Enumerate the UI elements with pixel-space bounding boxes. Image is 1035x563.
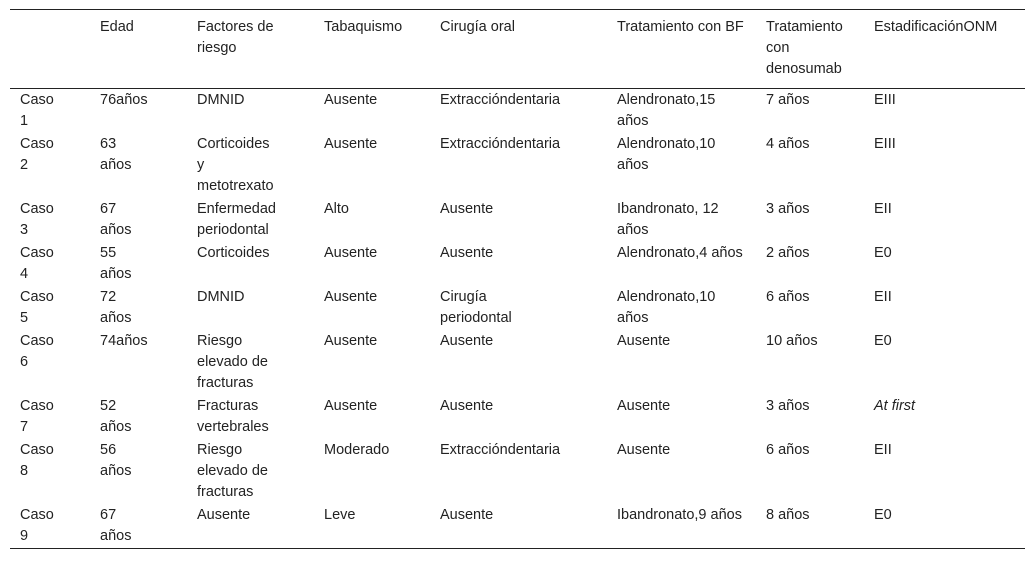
cell-age: 72 años — [100, 289, 132, 326]
cell-denosumab-treatment: 3 años — [766, 398, 810, 414]
cell-case: Caso 1 — [20, 92, 54, 129]
table-row — [10, 198, 1025, 242]
cell-oral-surgery: Ausente — [440, 245, 494, 261]
cell-age: 67 años — [100, 201, 132, 238]
cell-onm-staging: E0 — [874, 507, 892, 523]
cell-risk-factors: Corticoides — [197, 245, 270, 261]
cell-age: 56 años — [100, 442, 132, 479]
table-row — [10, 286, 1025, 330]
cases-table — [10, 9, 1025, 549]
cell-smoking: Leve — [324, 507, 356, 523]
cell-bf-treatment: Alendronato,4 años — [617, 245, 743, 261]
table-header-row — [10, 10, 1025, 89]
cell-onm-staging: At first — [874, 398, 916, 414]
cell-case: Caso 5 — [20, 289, 54, 326]
cell-smoking: Ausente — [324, 136, 378, 152]
cell-onm-staging: EII — [874, 201, 892, 217]
cell-risk-factors: Riesgo elevado de fracturas — [197, 442, 268, 500]
cases-table-container — [10, 9, 1025, 549]
cell-risk-factors: Ausente — [197, 507, 251, 523]
cell-smoking: Ausente — [324, 245, 378, 261]
cell-bf-treatment: Ibandronato, 12 años — [617, 201, 719, 238]
cell-onm-staging: EII — [874, 289, 892, 305]
cell-case: Caso 8 — [20, 442, 54, 479]
cell-bf-treatment: Alendronato,10 años — [617, 136, 716, 173]
cell-risk-factors: Enfermedad periodontal — [197, 201, 276, 238]
cell-smoking: Moderado — [324, 442, 390, 458]
table-row — [10, 504, 1025, 549]
cell-risk-factors: DMNID — [197, 92, 245, 108]
cell-bf-treatment: Ausente — [617, 442, 671, 458]
cell-case: Caso 6 — [20, 333, 54, 370]
cell-age: 55 años — [100, 245, 132, 282]
header-cell-oral-surgery: Cirugía oral — [440, 19, 515, 35]
cell-bf-treatment: Alendronato,15 años — [617, 92, 716, 129]
cell-oral-surgery: Ausente — [440, 507, 494, 523]
cell-case: Caso 3 — [20, 201, 54, 238]
header-cell-age: Edad — [100, 19, 134, 35]
cell-risk-factors: DMNID — [197, 289, 245, 305]
header-cell-risk-factors: Factores de riesgo — [197, 19, 274, 56]
cell-onm-staging: EIII — [874, 92, 896, 108]
cell-onm-staging: E0 — [874, 333, 892, 349]
header-cell-bf-treatment: Tratamiento con BF — [617, 19, 744, 35]
table-row — [10, 439, 1025, 504]
table-row — [10, 89, 1025, 134]
cell-denosumab-treatment: 7 años — [766, 92, 810, 108]
cell-denosumab-treatment: 8 años — [766, 507, 810, 523]
cell-bf-treatment: Alendronato,10 años — [617, 289, 716, 326]
cell-oral-surgery: Extraccióndentaria — [440, 136, 561, 152]
cell-age: 67 años — [100, 507, 132, 544]
cell-onm-staging: E0 — [874, 245, 892, 261]
cell-denosumab-treatment: 2 años — [766, 245, 810, 261]
cell-age: 74años — [100, 333, 148, 349]
cell-oral-surgery: Extraccióndentaria — [440, 442, 561, 458]
cell-denosumab-treatment: 3 años — [766, 201, 810, 217]
header-cell-onm-staging: EstadificaciónONM — [874, 19, 998, 35]
cell-smoking: Ausente — [324, 398, 378, 414]
cell-risk-factors: Riesgo elevado de fracturas — [197, 333, 268, 391]
cell-oral-surgery: Ausente — [440, 201, 494, 217]
cell-denosumab-treatment: 4 años — [766, 136, 810, 152]
table-row — [10, 330, 1025, 395]
cell-smoking: Alto — [324, 201, 349, 217]
cell-risk-factors: Corticoides y metotrexato — [197, 136, 274, 194]
cell-case: Caso 7 — [20, 398, 54, 435]
cell-denosumab-treatment: 10 años — [766, 333, 818, 349]
cell-age: 76años — [100, 92, 148, 108]
cell-onm-staging: EIII — [874, 136, 896, 152]
cell-case: Caso 4 — [20, 245, 54, 282]
cell-age: 52 años — [100, 398, 132, 435]
cell-risk-factors: Fracturas vertebrales — [197, 398, 269, 435]
cell-bf-treatment: Ausente — [617, 333, 671, 349]
cell-denosumab-treatment: 6 años — [766, 442, 810, 458]
table-row — [10, 395, 1025, 439]
table-row — [10, 133, 1025, 198]
cell-smoking: Ausente — [324, 333, 378, 349]
cell-case: Caso 2 — [20, 136, 54, 173]
cell-oral-surgery: Ausente — [440, 398, 494, 414]
cell-smoking: Ausente — [324, 289, 378, 305]
cell-oral-surgery: Ausente — [440, 333, 494, 349]
header-cell-denosumab-treatment: Tratamiento con denosumab — [766, 19, 843, 77]
header-cell-smoking: Tabaquismo — [324, 19, 403, 35]
cell-oral-surgery: Extraccióndentaria — [440, 92, 561, 108]
cell-oral-surgery: Cirugía periodontal — [440, 289, 512, 326]
cell-onm-staging: EII — [874, 442, 892, 458]
cell-bf-treatment: Ibandronato,9 años — [617, 507, 742, 523]
cell-age: 63 años — [100, 136, 132, 173]
cell-denosumab-treatment: 6 años — [766, 289, 810, 305]
table-row — [10, 242, 1025, 286]
cell-smoking: Ausente — [324, 92, 378, 108]
cell-case: Caso 9 — [20, 507, 54, 544]
cell-bf-treatment: Ausente — [617, 398, 671, 414]
header-cell-case — [10, 10, 90, 89]
